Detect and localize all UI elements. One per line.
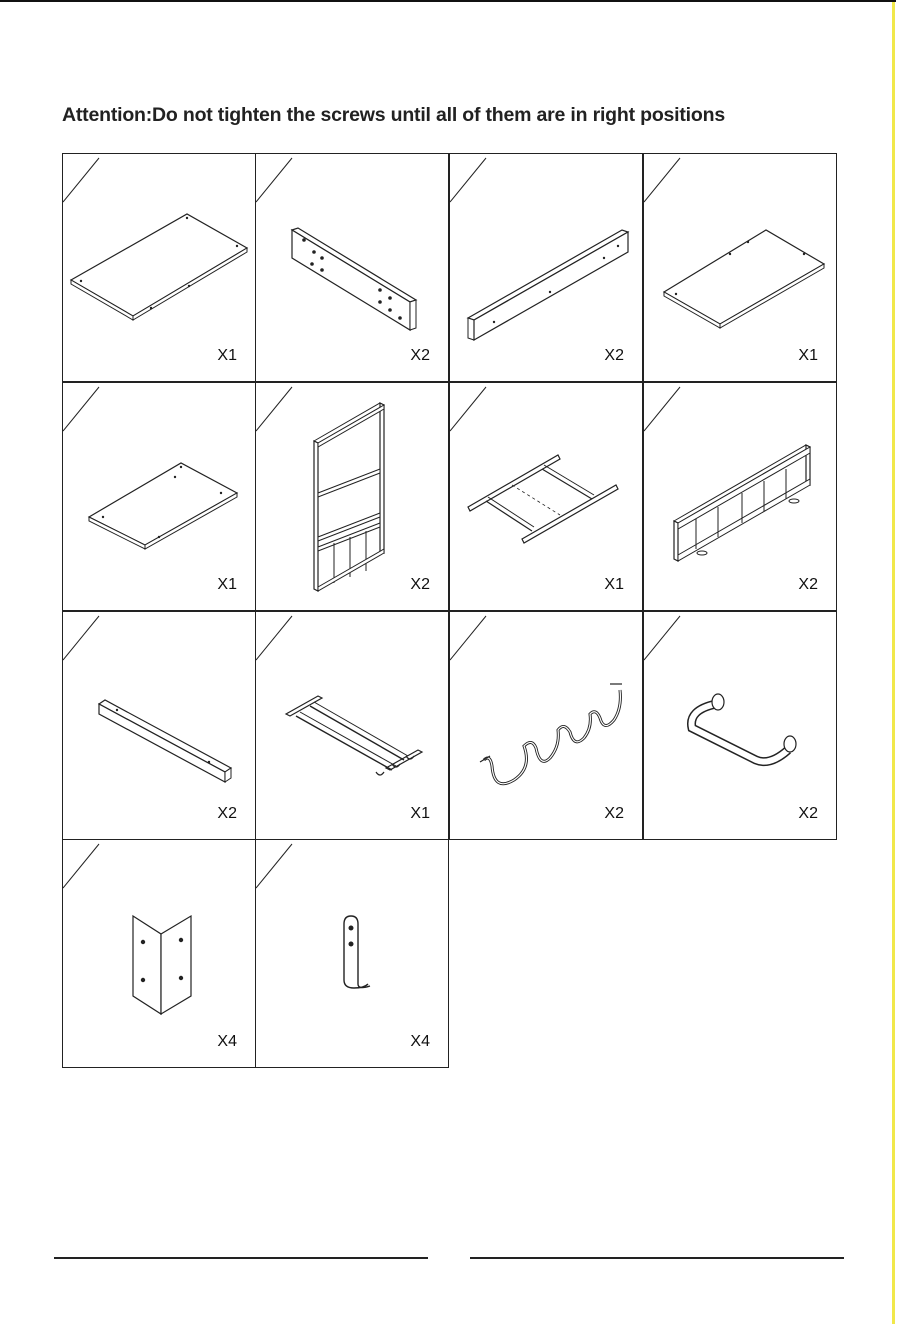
part-cell-tray-rack <box>255 611 449 840</box>
quantity-label: X1 <box>604 576 624 593</box>
quantity-label: X2 <box>217 805 237 822</box>
part-cell-ladder-frame <box>255 382 449 611</box>
part-cell-beam <box>62 611 256 840</box>
part-cell-guard-rail <box>643 382 837 611</box>
part-cell-panel-large <box>62 153 256 382</box>
quantity-label: X2 <box>798 576 818 593</box>
part-cell-tube-handle <box>643 611 837 840</box>
quantity-label: X2 <box>798 805 818 822</box>
quantity-label: X1 <box>217 347 237 364</box>
quantity-label: X4 <box>217 1033 237 1050</box>
quantity-label: X1 <box>410 805 430 822</box>
quantity-label: X1 <box>798 347 818 364</box>
quantity-label: X2 <box>604 805 624 822</box>
quantity-label: X1 <box>217 576 237 593</box>
attention-heading: Attention:Do not tighten the screws until all of them are in right positions <box>62 104 725 126</box>
quantity-label: X2 <box>604 347 624 364</box>
part-cell-shelf-board <box>643 153 837 382</box>
footer-rule-left <box>54 1257 428 1259</box>
part-cell-long-rail <box>449 153 643 382</box>
footer-rule-right <box>470 1257 844 1259</box>
part-cell-bottom-board <box>62 382 256 611</box>
part-cell-wire-hook <box>449 611 643 840</box>
part-cell-slat-frame <box>449 382 643 611</box>
part-cell-hook-bracket <box>255 839 449 1068</box>
part-cell-corner-bracket <box>62 839 256 1068</box>
quantity-label: X4 <box>410 1033 430 1050</box>
quantity-label: X2 <box>410 576 430 593</box>
quantity-label: X2 <box>410 347 430 364</box>
part-cell-side-rail <box>255 153 449 382</box>
top-rule <box>0 0 896 2</box>
